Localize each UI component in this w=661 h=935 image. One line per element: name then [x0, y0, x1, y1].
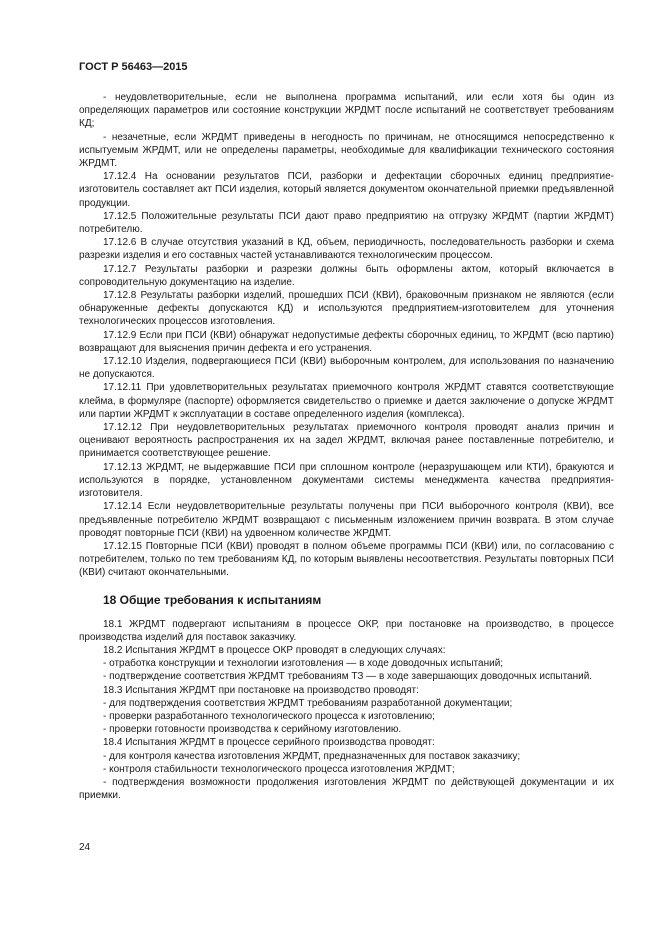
list-item: - для контроля качества изготовления ЖРДМТ, предназначенных для поставок заказчику;: [103, 750, 521, 762]
paragraph: - неудовлетворительные, если не выполнена программа испытаний, или если хотя бы один из определяющих параметров или состояние конструкции ЖРДМТ после испытаний не соответствует требованиям КД;: [79, 92, 614, 130]
page-number: 24: [79, 842, 91, 853]
list-item: - контроля стабильности технологического процесса изготовления ЖРДМТ;: [103, 763, 455, 775]
section-18-body: [79, 618, 614, 803]
paragraph: 18.2 Испытания ЖРДМТ в процессе ОКР проводят в следующих случаях:: [103, 644, 446, 656]
list-item: - для подтверждения соответствия ЖРДМТ требованиям разработанной документации;: [103, 697, 513, 709]
paragraph: 17.12.6 В случае отсутствия указаний в КД, объем, периодичность, последовательность разборки и схема разрезки изделия и его составных частей устанавливаются технологическим процессом.: [79, 237, 614, 262]
list-item: - отработка конструкции и технологии изготовления — в ходе доводочных испытаний;: [103, 658, 504, 670]
paragraph: 17.12.10 Изделия, подвергающиеся ПСИ (КВИ) выборочным контролем, для использования по назначению не допускаются.: [79, 356, 614, 381]
list-item: - проверки готовности производства к серийному изготовлению.: [103, 724, 402, 736]
list-item: - подтверждения возможности продолжения изготовления ЖРДМТ по действующей документации и их приемки.: [79, 776, 614, 802]
list-item: - подтверждение соответствия ЖРДМТ требованиям ТЗ — в ходе завершающих доводочных испытаний.: [103, 671, 593, 683]
paragraph: 17.12.15 Повторные ПСИ (КВИ) проводят в полном объеме программы ПСИ (КВИ) или, по согласованию с потребителем, только по тем требованиям КД, по которым выявлены несоответствия. Результаты повторных ПСИ (КВИ) считают окончательными.: [79, 540, 614, 579]
paragraph: 18.3 Испытания ЖРДМТ при постановке на производство проводят:: [103, 684, 419, 696]
section-18-heading: 18 Общие требования к испытаниям: [103, 592, 322, 607]
paragraph: 17.12.13 ЖРДМТ, не выдержавшие ПСИ при сплошном контроле (неразрушающем или КТИ), бракуются и используются в порядке, установленном документами системы менеджмента качества предприятия-изготовителя.: [79, 461, 614, 500]
paragraph: 18.4 Испытания ЖРДМТ в процессе серийного производства проводят:: [103, 737, 435, 749]
page-content: [79, 91, 614, 802]
paragraph: 17.12.4 На основании результатов ПСИ, разборки и дефектации сборочных единиц предприятие-изготовитель составляет акт ПСИ изделия, который является документом окончательной приемки предъявленной продукции.: [79, 171, 614, 209]
paragraph: 17.12.7 Результаты разборки и разрезки должны быть оформлены актом, который включается в сопроводительную документацию на изделие.: [79, 263, 614, 288]
paragraph: 17.12.11 При удовлетворительных результатах приемочного контроля ЖРДМТ ставятся соответствующие клейма, в формуляре (паспорте) оформляется свидетельство о приемке и дается заключение о допуске ЖРДМТ или партии ЖРДМТ к эксплуатации в составе определенного изделия (комплекса).: [79, 382, 614, 420]
paragraph: 17.12.5 Положительные результаты ПСИ дают право предприятию на отгрузку ЖРДМТ (партии ЖРДМТ) потребителю.: [79, 210, 614, 236]
paragraph: - незачетные, если ЖРДМТ приведены в негодность по причинам, не относящимся непосредственно к испытуемым ЖРДМТ, или не определены параметры, необходимые для квалификации технического состояния ЖРДМТ.: [79, 131, 614, 170]
section-17-continuation: [79, 91, 614, 580]
paragraph: 17.12.14 Если неудовлетворительные результаты получены при ПСИ выборочного контроля (КВИ), все предъявленные потребителю ЖРДМТ возвращают с письменным изложением причин возврата. В этом случае проводят повторные ПСИ (КВИ) на удвоенном количестве ЖРДМТ.: [79, 501, 614, 539]
paragraph: 17.12.9 Если при ПСИ (КВИ) обнаружат недопустимые дефекты сборочных единиц, то ЖРДМТ (всю партию) возвращают для выяснения причин дефекта и его устранения.: [79, 329, 614, 354]
paragraph: 17.12.12 При неудовлетворительных результатах приемочного контроля проводят анализ причин и оценивают вероятность распространения их на задел ЖРДМТ, включая ранее поставленные потребителю, и принимается соответствующее решение.: [79, 422, 614, 460]
document-header: ГОСТ Р 56463—2015: [79, 61, 188, 73]
paragraph: 17.12.8 Результаты разборки изделий, прошедших ПСИ (КВИ), браковочным признаком не являются (если обнаруженные дефекты допускаются КД) и используются предприятием-изготовителем для уточнения технологических процессов изготовления.: [79, 290, 614, 328]
list-item: - проверки разработанного технологического процесса к изготовлению;: [103, 710, 435, 722]
paragraph: 18.1 ЖРДМТ подвергают испытаниям в процессе ОКР, при постановке на производство, в процессе производства изделий для поставок заказчику.: [79, 618, 614, 643]
